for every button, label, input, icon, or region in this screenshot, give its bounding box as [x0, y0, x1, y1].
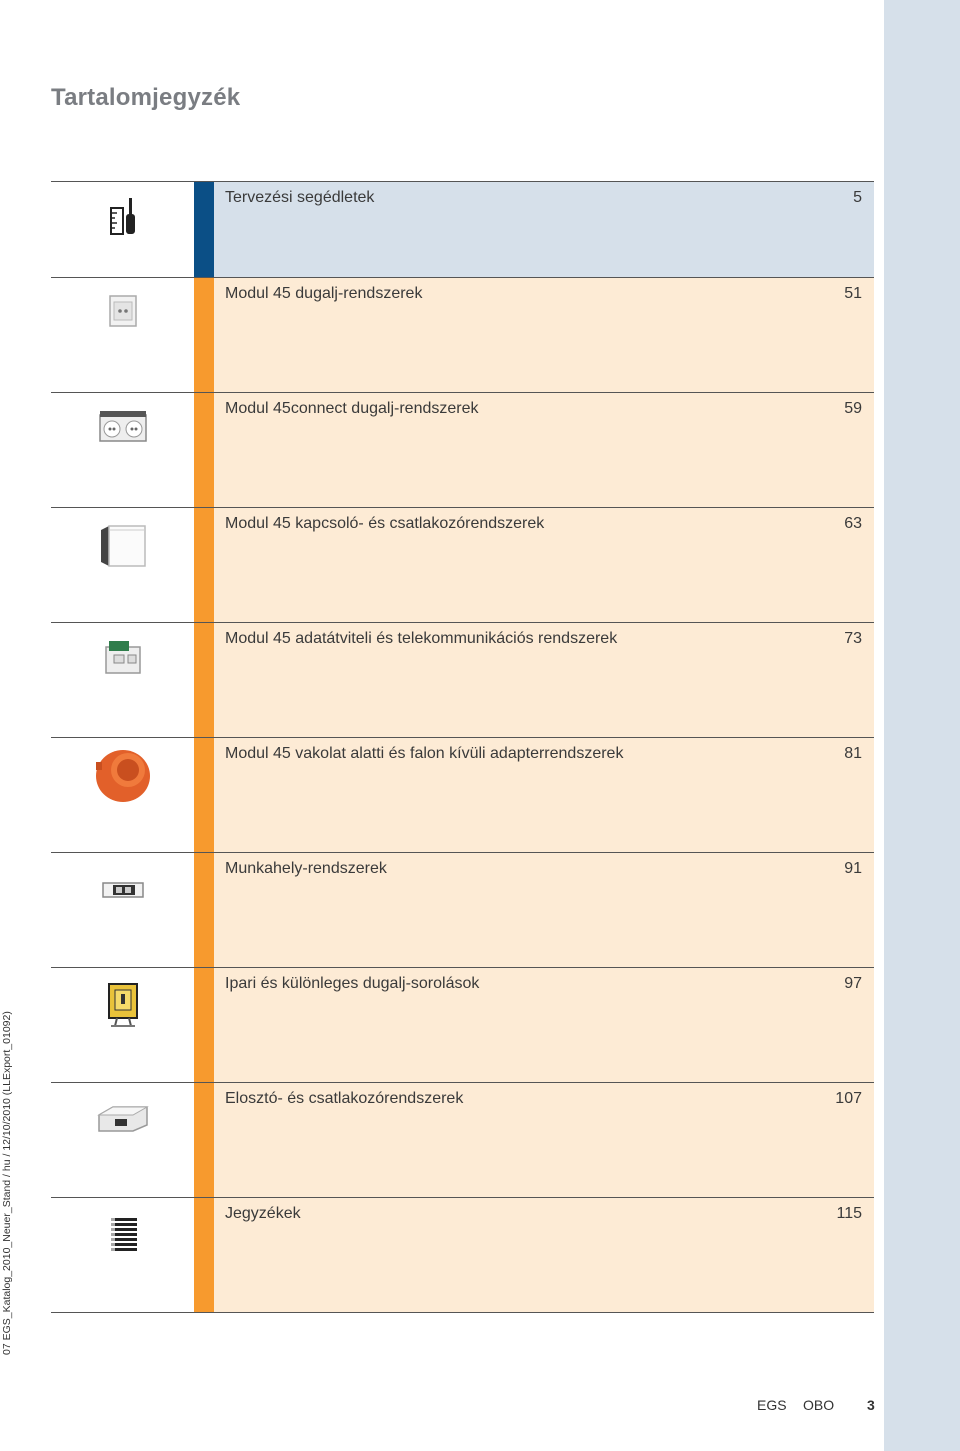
toc-row-label: Modul 45 dugalj-rendszerek	[225, 285, 423, 302]
toc-row-label: Modul 45 vakolat alatti és falon kívüli adapterrendszerek	[225, 745, 624, 762]
toc-row-body	[214, 278, 874, 392]
toc-row-bar	[194, 853, 214, 967]
toc-row-bar	[194, 1083, 214, 1197]
toc-row-bar	[194, 278, 214, 392]
toc-row-planning[interactable]	[51, 181, 874, 277]
toc-row-bar	[194, 738, 214, 852]
toc-row-modul45connect[interactable]	[51, 392, 874, 507]
toc-row-page: 97	[844, 975, 862, 992]
industrial-socket-icon	[51, 968, 194, 1082]
toc-row-page: 51	[844, 285, 862, 302]
toc-row-body	[214, 968, 874, 1082]
toc-row-flush-box[interactable]	[51, 737, 874, 852]
toc-row-body	[214, 1198, 874, 1312]
page-number: 3	[867, 1397, 875, 1413]
toc-row-body	[214, 182, 874, 277]
toc-row-bar	[194, 508, 214, 622]
double-socket-icon	[51, 393, 194, 507]
toc-row-body	[214, 623, 874, 737]
toc-row-body	[214, 1083, 874, 1197]
socket-module-icon	[51, 278, 194, 392]
toc-row-label: Tervezési segédletek	[225, 189, 375, 206]
toc-row-body	[214, 508, 874, 622]
toc-row-page: 91	[844, 860, 862, 877]
page-footer	[757, 1397, 875, 1413]
toc-row-data[interactable]	[51, 622, 874, 737]
toc-row-workstation[interactable]	[51, 852, 874, 967]
footer-brand-egs: EGS	[757, 1397, 787, 1413]
toc-row-page: 115	[836, 1205, 862, 1222]
page-title: Tartalomjegyzék	[51, 84, 241, 111]
toc-row-page: 5	[853, 189, 862, 206]
toc-row-page: 107	[835, 1090, 862, 1107]
toc-row-page: 81	[844, 745, 862, 762]
toc-row-bar	[194, 968, 214, 1082]
toc-table	[51, 181, 874, 1313]
data-module-icon	[51, 623, 194, 737]
side-strip	[884, 0, 960, 1451]
footer-brand-obo: OBO	[803, 1397, 835, 1413]
toc-row-label: Elosztó- és csatlakozórendszerek	[225, 1090, 464, 1107]
toc-row-label: Modul 45 kapcsoló- és csatlakozórendszerek	[225, 515, 545, 532]
toc-row-bar	[194, 623, 214, 737]
toc-row-bar	[194, 1198, 214, 1312]
toc-row-label: Munkahely-rendszerek	[225, 860, 387, 877]
toc-row-modul45[interactable]	[51, 277, 874, 392]
toc-row-label: Ipari és különleges dugalj-sorolások	[225, 975, 480, 992]
flush-box-icon	[51, 738, 194, 852]
toc-row-label: Modul 45connect dugalj-rendszerek	[225, 400, 479, 417]
toc-row-label: Modul 45 adatátviteli és telekommunikációs rendszerek	[225, 630, 618, 647]
toc-row-label: Jegyzékek	[225, 1205, 301, 1222]
toc-row-industrial[interactable]	[51, 967, 874, 1082]
toc-row-page: 63	[844, 515, 862, 532]
toc-row-bar	[194, 182, 214, 277]
workstation-icon	[51, 853, 194, 967]
toc-row-body	[214, 393, 874, 507]
toc-row-index[interactable]	[51, 1197, 874, 1313]
toc-row-distributor[interactable]	[51, 1082, 874, 1197]
index-list-icon	[51, 1198, 194, 1312]
side-note: 07 EGS_Katalog_2010_Neuer_Stand / hu / 12/10/2010 (LLExport_01092)	[1, 1011, 13, 1355]
toc-row-page: 73	[844, 630, 862, 647]
toc-row-body	[214, 853, 874, 967]
switch-module-icon	[51, 508, 194, 622]
distributor-icon	[51, 1083, 194, 1197]
toc-row-body	[214, 738, 874, 852]
toc-row-page: 59	[844, 400, 862, 417]
ruler-screwdriver-icon	[51, 182, 194, 277]
toc-row-bar	[194, 393, 214, 507]
toc-row-switches[interactable]	[51, 507, 874, 622]
